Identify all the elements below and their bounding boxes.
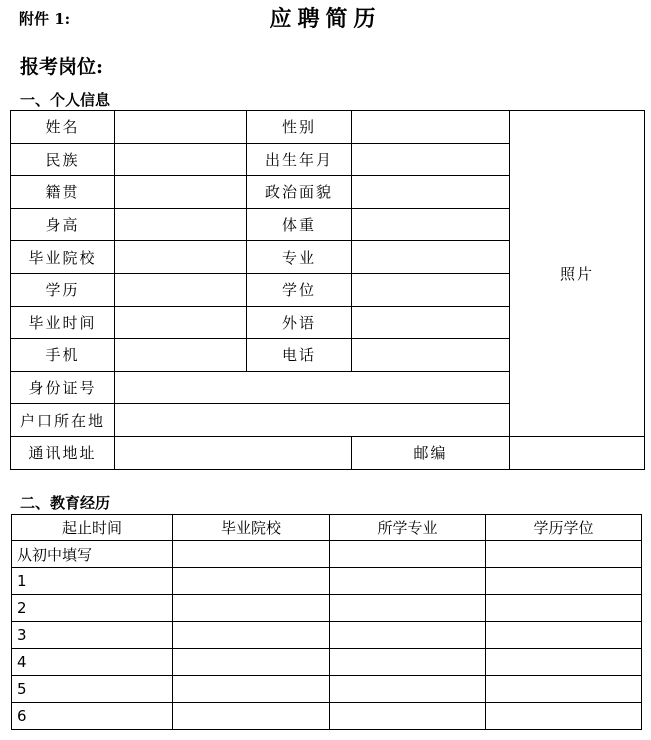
name-field[interactable]	[115, 111, 247, 144]
degree-cell[interactable]	[486, 649, 642, 676]
row-label[interactable]: 6	[12, 703, 173, 730]
id-field[interactable]	[115, 371, 510, 404]
phone-field[interactable]	[352, 339, 510, 372]
postcode-field[interactable]	[510, 436, 645, 469]
political-field[interactable]	[352, 176, 510, 209]
mobile-label: 手机	[11, 339, 115, 372]
column-header-major: 所学专业	[330, 515, 486, 541]
height-field[interactable]	[115, 208, 247, 241]
political-label: 政治面貌	[247, 176, 352, 209]
school-label: 毕业院校	[11, 241, 115, 274]
position-label: 报考岗位:	[20, 56, 104, 78]
major-label: 专业	[247, 241, 352, 274]
birth-field[interactable]	[352, 143, 510, 176]
photo-box[interactable]: 照片	[510, 111, 645, 437]
degree-cell[interactable]	[486, 595, 642, 622]
major-cell[interactable]	[330, 595, 486, 622]
school-cell[interactable]	[173, 676, 330, 703]
school-cell[interactable]	[173, 541, 330, 568]
column-header-school: 毕业院校	[173, 515, 330, 541]
table-row	[12, 622, 642, 649]
table-row	[12, 703, 642, 730]
education-heading: 二、教育经历	[20, 494, 111, 512]
row-label[interactable]: 1	[12, 568, 173, 595]
name-label: 姓名	[11, 111, 115, 144]
table-row	[12, 541, 642, 568]
table-row	[12, 676, 642, 703]
degree-label: 学位	[247, 273, 352, 306]
education-field[interactable]	[115, 273, 247, 306]
major-cell[interactable]	[330, 676, 486, 703]
major-cell[interactable]	[330, 649, 486, 676]
graduation-field[interactable]	[115, 306, 247, 339]
major-cell[interactable]	[330, 568, 486, 595]
major-field[interactable]	[352, 241, 510, 274]
degree-cell[interactable]	[486, 622, 642, 649]
major-cell[interactable]	[330, 703, 486, 730]
row-label[interactable]: 4	[12, 649, 173, 676]
major-cell[interactable]	[330, 541, 486, 568]
personal-info-table	[10, 110, 645, 470]
height-label: 身高	[11, 208, 115, 241]
degree-cell[interactable]	[486, 541, 642, 568]
ethnicity-label: 民族	[11, 143, 115, 176]
major-cell[interactable]	[330, 622, 486, 649]
degree-field[interactable]	[352, 273, 510, 306]
page-title: 应聘简历	[269, 6, 382, 32]
weight-label: 体重	[247, 208, 352, 241]
ethnicity-field[interactable]	[115, 143, 247, 176]
personal-info-heading: 一、个人信息	[20, 91, 111, 109]
table-row	[12, 568, 642, 595]
table-row	[12, 595, 642, 622]
row-label[interactable]: 3	[12, 622, 173, 649]
gender-label: 性别	[247, 111, 352, 144]
degree-cell[interactable]	[486, 676, 642, 703]
school-cell[interactable]	[173, 568, 330, 595]
hukou-label: 户口所在地	[11, 404, 115, 437]
school-cell[interactable]	[173, 649, 330, 676]
address-field[interactable]	[115, 436, 352, 469]
id-label: 身份证号	[11, 371, 115, 404]
school-cell[interactable]	[173, 703, 330, 730]
gender-field[interactable]	[352, 111, 510, 144]
row-label[interactable]: 5	[12, 676, 173, 703]
graduation-label: 毕业时间	[11, 306, 115, 339]
hukou-field[interactable]	[115, 404, 510, 437]
phone-label: 电话	[247, 339, 352, 372]
row-label[interactable]: 2	[12, 595, 173, 622]
school-cell[interactable]	[173, 622, 330, 649]
column-header-degree: 学历学位	[486, 515, 642, 541]
row-label[interactable]: 从初中填写	[12, 541, 173, 568]
language-field[interactable]	[352, 306, 510, 339]
school-cell[interactable]	[173, 595, 330, 622]
degree-cell[interactable]	[486, 568, 642, 595]
education-label: 学历	[11, 273, 115, 306]
school-field[interactable]	[115, 241, 247, 274]
column-header-period: 起止时间	[12, 515, 173, 541]
postcode-label: 邮编	[352, 436, 510, 469]
birth-label: 出生年月	[247, 143, 352, 176]
attachment-label: 附件 1:	[19, 10, 71, 28]
address-label: 通讯地址	[11, 436, 115, 469]
degree-cell[interactable]	[486, 703, 642, 730]
hometown-field[interactable]	[115, 176, 247, 209]
hometown-label: 籍贯	[11, 176, 115, 209]
weight-field[interactable]	[352, 208, 510, 241]
mobile-field[interactable]	[115, 339, 247, 372]
education-table	[11, 514, 642, 730]
table-row	[12, 649, 642, 676]
language-label: 外语	[247, 306, 352, 339]
